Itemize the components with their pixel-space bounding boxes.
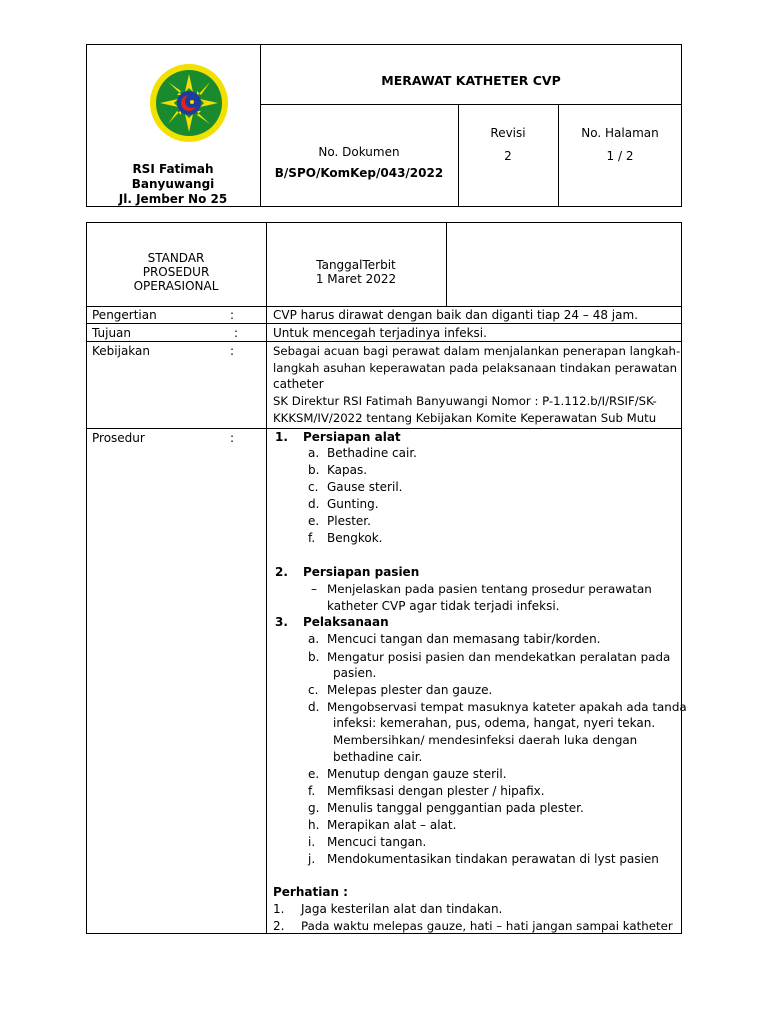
org-name-line2: Banyuwangi (131, 177, 215, 191)
section-2-number: 2. (275, 565, 288, 579)
list-item-marker: d. (308, 700, 320, 714)
kebijakan-line4: SK Direktur RSI Fatimah Banyuwangi Nomor : P-1.112.b/I/RSIF/SK- (273, 394, 657, 408)
list-item: Menutup dengan gauze steril. (327, 767, 507, 781)
section-3-title: Pelaksanaan (303, 615, 389, 629)
list-item: Jaga kesterilan alat dan tindakan. (301, 902, 503, 916)
list-item-marker: e. (308, 767, 320, 781)
list-item-marker: a. (308, 632, 320, 646)
document-title: MERAWAT KATHETER CVP (381, 73, 561, 88)
list-item-marker: 2. (273, 919, 285, 933)
pengertian-text: CVP harus dirawat dengan baik dan diganti tiap 24 – 48 jam. (273, 308, 638, 322)
tujuan-label: Tujuan (92, 326, 132, 340)
list-item: Melepas plester dan gauze. (327, 683, 493, 697)
page-value: 1 / 2 (606, 149, 634, 163)
prosedur-colon: : (230, 431, 235, 445)
sop-label-line3: OPERASIONAL (133, 279, 219, 293)
tujuan-text: Untuk mencegah terjadinya infeksi. (273, 326, 487, 340)
org-name-line1: RSI Fatimah (132, 162, 214, 176)
list-item-continuation: pasien. (333, 666, 377, 680)
pengertian-label: Pengertian (92, 308, 157, 322)
sop-row-line-2 (86, 323, 682, 324)
list-item: Memfiksasi dengan plester / hipafix. (327, 784, 545, 798)
issue-date: 1 Maret 2022 (315, 272, 397, 286)
kebijakan-label: Kebijakan (92, 344, 150, 358)
list-item: Pada waktu melepas gauze, hati – hati jangan sampai katheter (301, 919, 673, 933)
list-item-marker: i. (308, 835, 316, 849)
section-3-number: 3. (275, 615, 288, 629)
section-2-line2: katheter CVP agar tidak terjadi infeksi. (327, 599, 560, 613)
list-item: Menulis tanggal penggantian pada plester. (327, 801, 584, 815)
list-item: Bethadine cair. (327, 446, 417, 460)
section-2-title: Persiapan pasien (303, 565, 420, 579)
sop-divider-v2 (446, 222, 447, 306)
issue-date-label: TanggalTerbit (316, 258, 396, 272)
section-1-number: 1. (275, 430, 288, 444)
list-item: Bengkok. (327, 531, 383, 545)
list-item-marker: f. (308, 784, 316, 798)
list-item: Mendokumentasikan tindakan perawatan di lyst pasien (327, 852, 659, 866)
sop-row-line-3 (86, 341, 682, 342)
header-divider-h (260, 104, 682, 105)
page-label: No. Halaman (581, 126, 659, 140)
revision-value: 2 (504, 149, 512, 163)
list-item-marker: c. (308, 480, 319, 494)
kebijakan-line1: Sebagai acuan bagi perawat dalam menjalankan penerapan langkah- (273, 344, 681, 358)
prosedur-label: Prosedur (92, 431, 145, 445)
list-item: Mengatur posisi pasien dan mendekatkan peralatan pada (327, 650, 671, 664)
list-item: Mencuci tangan. (327, 835, 427, 849)
list-item-marker: a. (308, 446, 320, 460)
list-item-continuation: Membersihkan/ mendesinfeksi daerah luka dengan (333, 733, 638, 747)
list-item: Kapas. (327, 463, 368, 477)
section-2-dash: – (311, 582, 317, 596)
kebijakan-colon: : (230, 344, 235, 358)
sop-label-line1: STANDAR (147, 251, 205, 265)
list-item-marker: g. (308, 801, 320, 815)
org-address: Jl. Jember No 25 (118, 192, 228, 206)
section-2-line1: Menjelaskan pada pasien tentang prosedur perawatan (327, 582, 652, 596)
list-item: Mengobservasi tempat masuknya kateter apakah ada tanda (327, 700, 687, 714)
list-item-marker: h. (308, 818, 320, 832)
kebijakan-line3: catheter (273, 377, 324, 391)
doc-number: B/SPO/KomKep/043/2022 (274, 166, 444, 180)
list-item-marker: 1. (273, 902, 285, 916)
list-item-marker: b. (308, 463, 320, 477)
list-item: Plester. (327, 514, 371, 528)
header-divider-v (260, 44, 261, 207)
list-item-continuation: infeksi: kemerahan, pus, odema, hangat, nyeri tekan. (333, 716, 656, 730)
list-item-marker: e. (308, 514, 320, 528)
list-item-marker: b. (308, 650, 320, 664)
list-item: Merapikan alat – alat. (327, 818, 457, 832)
hospital-logo (148, 62, 230, 144)
sop-label-line2: PROSEDUR (142, 265, 210, 279)
sop-divider-v1 (266, 222, 267, 934)
list-item-marker: j. (308, 852, 316, 866)
kebijakan-line2: langkah asuhan keperawatan pada pelaksanaan tindakan perawatan (273, 361, 678, 375)
section-1-title: Persiapan alat (303, 430, 401, 444)
doc-number-label: No. Dokumen (318, 145, 400, 159)
perhatian-title: Perhatian : (273, 885, 348, 899)
tujuan-colon: : (234, 326, 239, 340)
list-item: Gunting. (327, 497, 379, 511)
kebijakan-line5: KKKSM/IV/2022 tentang Kebijakan Komite Keperawatan Sub Mutu (273, 411, 657, 425)
list-item-marker: d. (308, 497, 320, 511)
pengertian-colon: : (230, 308, 235, 322)
list-item: Gause steril. (327, 480, 403, 494)
list-item-marker: c. (308, 683, 319, 697)
revision-label: Revisi (490, 126, 526, 140)
list-item-marker: f. (308, 531, 316, 545)
list-item: Mencuci tangan dan memasang tabir/korden. (327, 632, 601, 646)
list-item-continuation: bethadine cair. (333, 750, 423, 764)
